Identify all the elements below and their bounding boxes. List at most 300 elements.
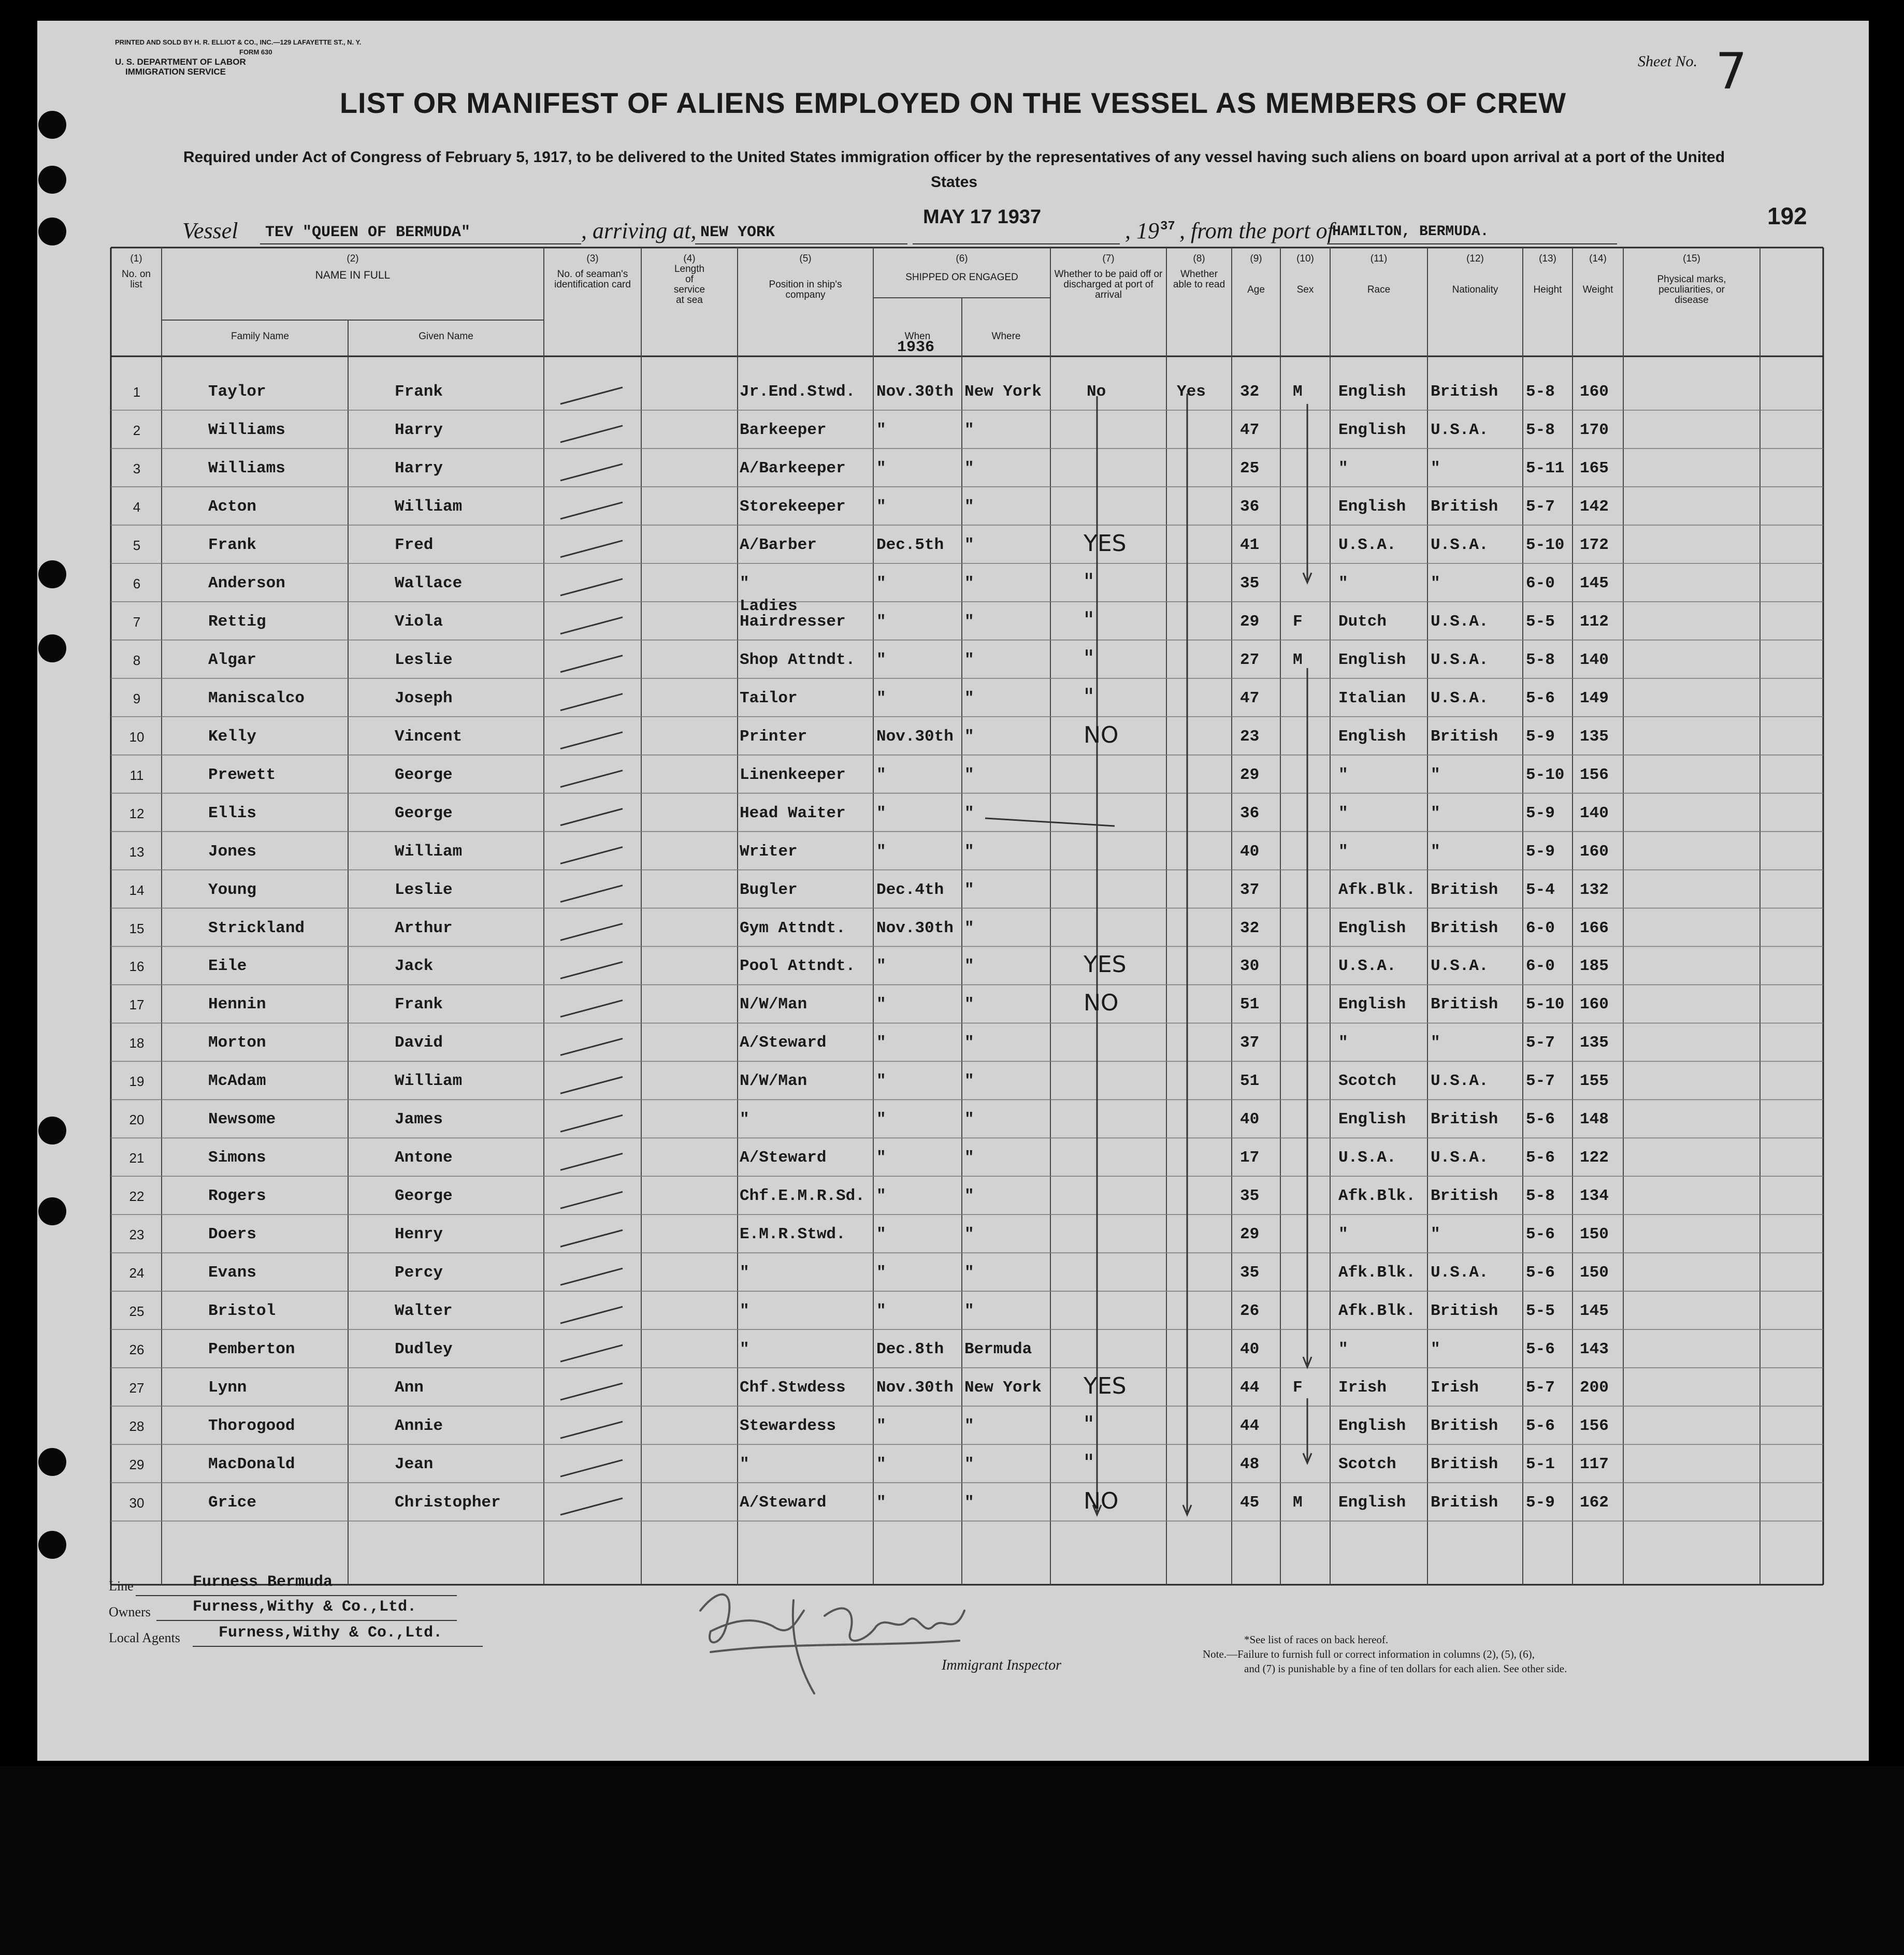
cell-given: William — [395, 1072, 463, 1091]
cell-height: 5-6 — [1526, 689, 1555, 707]
cell-race: English — [1338, 650, 1406, 669]
cell-position: Bugler — [740, 880, 798, 899]
cell-race: English — [1338, 1110, 1406, 1129]
col1-label: No. on list — [122, 269, 151, 290]
cell-position: " — [740, 1340, 749, 1359]
cell-race: " — [1338, 1034, 1348, 1052]
cell-when: Dec.5th — [876, 535, 944, 554]
cell-given: David — [395, 1034, 443, 1052]
cell-where: " — [964, 535, 974, 554]
col10-header — [1280, 254, 1330, 295]
binder-hole — [38, 218, 66, 245]
cell-nationality: U.S.A. — [1431, 957, 1489, 976]
agents-underline — [193, 1646, 483, 1647]
cell-when: " — [876, 1264, 886, 1282]
cell-where: " — [964, 1034, 974, 1052]
cell-family: Lynn — [208, 1379, 247, 1397]
agents-value: Furness,Withy & Co.,Ltd. — [219, 1624, 443, 1642]
owners-label: Owners — [109, 1604, 151, 1619]
cell-age: 51 — [1240, 1072, 1260, 1091]
cell-where: " — [964, 459, 974, 477]
cell-family: Thorogood — [208, 1417, 295, 1436]
cell-height: 5-10 — [1526, 765, 1565, 784]
cell-age: 32 — [1240, 919, 1260, 937]
row-number: 14 — [129, 882, 145, 898]
binder-hole — [38, 1531, 66, 1559]
col1-header — [111, 254, 162, 290]
row-number: 18 — [129, 1035, 145, 1051]
col13-label: Height — [1533, 284, 1562, 295]
cell-weight: 145 — [1580, 574, 1609, 592]
cell-height: 5-6 — [1526, 1149, 1555, 1167]
id-card-check-mark — [560, 771, 623, 787]
cell-when: " — [876, 1417, 886, 1436]
vessel-underline — [260, 243, 581, 244]
scan-border — [0, 1766, 1904, 1955]
cell-height: 5-8 — [1526, 421, 1555, 439]
cell-position: Linenkeeper — [740, 765, 846, 784]
row-number: 12 — [129, 805, 145, 821]
cell-paid: NO — [1084, 1488, 1119, 1514]
cell-position: Head Waiter — [740, 804, 846, 822]
cell-given: Harry — [395, 421, 443, 439]
cell-height: 6-0 — [1526, 919, 1555, 937]
cell-height: 5-5 — [1526, 612, 1555, 631]
id-card-check-mark — [560, 1345, 623, 1362]
cell-weight: 170 — [1580, 421, 1609, 439]
cell-age: 40 — [1240, 842, 1260, 861]
id-card-check-mark — [560, 1115, 623, 1132]
cell-weight: 200 — [1580, 1379, 1609, 1397]
when-header: When — [904, 331, 931, 342]
cell-when: " — [876, 574, 886, 592]
cell-race: " — [1338, 804, 1348, 822]
id-card-check-mark — [560, 1383, 623, 1400]
cell-weight: 135 — [1580, 727, 1609, 746]
cell-family: Pemberton — [208, 1340, 295, 1359]
cell-where: " — [964, 1149, 974, 1167]
cell-where: " — [964, 612, 974, 631]
cell-position: A/Steward — [740, 1149, 827, 1167]
cell-family: Anderson — [208, 574, 285, 592]
cell-given: Annie — [395, 1417, 443, 1436]
cell-nationality: British — [1431, 1494, 1498, 1512]
arriving-port: NEW YORK — [700, 224, 775, 241]
cell-family: Grice — [208, 1494, 257, 1512]
cell-age: 47 — [1240, 421, 1260, 439]
cell-where: " — [964, 804, 974, 822]
department: U. S. DEPARTMENT OF LABOR — [115, 57, 246, 67]
cell-race: English — [1338, 919, 1406, 937]
cell-when: " — [876, 1494, 886, 1512]
cell-given: Joseph — [395, 689, 453, 707]
cell-given: Viola — [395, 612, 443, 631]
cell-weight: 117 — [1580, 1455, 1609, 1474]
row-number: 24 — [129, 1265, 145, 1281]
cell-age: 44 — [1240, 1417, 1260, 1436]
cell-age: 40 — [1240, 1110, 1260, 1129]
cell-position: Chf.E.M.R.Sd. — [740, 1187, 865, 1206]
cell-nationality: British — [1431, 880, 1498, 899]
col5-header — [738, 254, 873, 300]
cell-race: " — [1338, 574, 1348, 592]
cell-paid: No — [1087, 383, 1106, 401]
cell-age: 27 — [1240, 650, 1260, 669]
col10-num: (10) — [1296, 253, 1314, 264]
cell-position: Jr.End.Stwd. — [740, 383, 856, 401]
cell-where: " — [964, 421, 974, 439]
cell-nationality: " — [1431, 1034, 1440, 1052]
cell-age: 41 — [1240, 535, 1260, 554]
row-number: 3 — [133, 460, 141, 476]
cell-nationality: British — [1431, 995, 1498, 1014]
cell-age: 29 — [1240, 1225, 1260, 1244]
printer-header — [115, 37, 361, 77]
cell-position: N/W/Man — [740, 1072, 807, 1091]
cell-when: " — [876, 995, 886, 1014]
col7-header — [1050, 254, 1166, 300]
col7-num: (7) — [1102, 253, 1115, 264]
id-card-check-mark — [560, 387, 623, 404]
col12-header — [1427, 254, 1523, 295]
cell-height: 5-9 — [1526, 804, 1555, 822]
cell-sex: F — [1293, 1379, 1303, 1397]
cell-weight: 122 — [1580, 1149, 1609, 1167]
col3-header — [544, 254, 641, 290]
cell-position: Storekeeper — [740, 497, 846, 516]
id-card-check-mark — [560, 1460, 623, 1476]
row-number: 15 — [129, 920, 145, 936]
cell-weight: 150 — [1580, 1225, 1609, 1244]
cell-weight: 132 — [1580, 880, 1609, 899]
row-number: 4 — [133, 499, 141, 515]
col8-num: (8) — [1193, 253, 1205, 264]
cell-where: " — [964, 497, 974, 516]
cell-height: 5-8 — [1526, 383, 1555, 401]
cell-race: " — [1338, 1225, 1348, 1244]
id-card-check-mark — [560, 1153, 623, 1170]
cell-when: " — [876, 804, 886, 822]
cell-when: " — [876, 1034, 886, 1052]
family-name-header: Family Name — [231, 331, 289, 342]
cell-weight: 185 — [1580, 957, 1609, 976]
line-label: Line — [109, 1579, 134, 1594]
col14-header — [1573, 254, 1623, 295]
id-card-check-mark — [560, 541, 623, 557]
row-number: 13 — [129, 844, 145, 860]
cell-family: Simons — [208, 1149, 266, 1167]
cell-nationality: British — [1431, 727, 1498, 746]
binder-hole — [38, 560, 66, 588]
cell-weight: 155 — [1580, 1072, 1609, 1091]
cell-nationality: U.S.A. — [1431, 1264, 1489, 1282]
cell-given: Leslie — [395, 650, 453, 669]
cell-where: " — [964, 574, 974, 592]
id-card-check-mark — [560, 732, 623, 749]
binder-hole — [38, 1197, 66, 1225]
col2-header — [162, 254, 544, 281]
cell-weight: 142 — [1580, 497, 1609, 516]
cell-nationality: U.S.A. — [1431, 1149, 1489, 1167]
col4-num: (4) — [683, 253, 696, 264]
row-number: 28 — [129, 1418, 145, 1435]
cell-paid: NO — [1084, 721, 1119, 748]
cell-where: " — [964, 1110, 974, 1129]
row-number: 17 — [129, 997, 145, 1013]
col11-label: Race — [1367, 284, 1391, 295]
cell-given: James — [395, 1110, 443, 1129]
cell-where: " — [964, 1494, 974, 1512]
row-number: 6 — [133, 575, 141, 591]
cell-where: " — [964, 1455, 974, 1474]
cell-height: 5-10 — [1526, 535, 1565, 554]
cell-weight: 149 — [1580, 689, 1609, 707]
cell-nationality: U.S.A. — [1431, 535, 1489, 554]
id-card-check-mark — [560, 694, 623, 711]
id-card-check-mark — [560, 1230, 623, 1247]
printer-line: PRINTED AND SOLD BY H. R. ELLIOT & CO., INC.—129 LAFAYETTE ST., N. Y. — [115, 38, 362, 46]
cell-given: Ann — [395, 1379, 424, 1397]
cell-weight: 172 — [1580, 535, 1609, 554]
cell-weight: 140 — [1580, 804, 1609, 822]
cell-paid: " — [1084, 606, 1094, 633]
cell-given: Leslie — [395, 880, 453, 899]
cell-age: 36 — [1240, 497, 1260, 516]
col10-label: Sex — [1296, 284, 1314, 295]
cell-height: 5-5 — [1526, 1302, 1555, 1321]
cell-position: A/Steward — [740, 1494, 827, 1512]
cell-when: Nov.30th — [876, 383, 954, 401]
cell-family: Prewett — [208, 765, 276, 784]
cell-race: Italian — [1338, 689, 1406, 707]
note-failure: Note.—Failure to furnish full or correct information in columns (2), (5), (6), — [1203, 1648, 1535, 1660]
row-number: 29 — [129, 1457, 145, 1473]
owners-value: Furness,Withy & Co.,Ltd. — [193, 1598, 417, 1616]
cell-family: Newsome — [208, 1110, 276, 1129]
cell-height: 5-8 — [1526, 1187, 1555, 1206]
cell-family: Taylor — [208, 383, 266, 401]
cell-age: 35 — [1240, 1264, 1260, 1282]
cell-position: Gym Attndt. — [740, 919, 846, 937]
row-number: 27 — [129, 1380, 145, 1396]
cell-weight: 165 — [1580, 459, 1609, 477]
cell-age: 47 — [1240, 689, 1260, 707]
cell-race: " — [1338, 1340, 1348, 1359]
cell-family: Rettig — [208, 612, 266, 631]
cell-age: 51 — [1240, 995, 1260, 1014]
cell-age: 40 — [1240, 1340, 1260, 1359]
id-card-check-mark — [560, 1268, 623, 1285]
cell-weight: 143 — [1580, 1340, 1609, 1359]
cell-weight: 112 — [1580, 612, 1609, 631]
cell-race: Scotch — [1338, 1072, 1396, 1091]
vessel-label: Vessel — [182, 218, 238, 243]
cell-position: Shop Attndt. — [740, 650, 856, 669]
line-underline — [136, 1595, 457, 1596]
cell-given: Dudley — [395, 1340, 453, 1359]
cell-age: 30 — [1240, 957, 1260, 976]
cell-age: 32 — [1240, 383, 1260, 401]
cell-family: Morton — [208, 1034, 266, 1052]
cell-nationality: British — [1431, 919, 1498, 937]
cell-weight: 160 — [1580, 995, 1609, 1014]
manifest-sheet — [37, 21, 1869, 1761]
cell-height: 5-6 — [1526, 1417, 1555, 1436]
cell-age: 29 — [1240, 765, 1260, 784]
cell-given: Jack — [395, 957, 434, 976]
cell-family: McAdam — [208, 1072, 266, 1091]
cell-when: " — [876, 459, 886, 477]
cell-nationality: British — [1431, 1110, 1498, 1129]
cell-position: E.M.R.Stwd. — [740, 1225, 846, 1244]
cell-position: " — [740, 574, 749, 592]
form-number: FORM 630 — [239, 48, 272, 56]
cell-nationality: U.S.A. — [1431, 650, 1489, 669]
from-label: , from the port of — [1179, 218, 1334, 243]
cell-where: " — [964, 957, 974, 976]
cell-where: " — [964, 842, 974, 861]
vessel-name: TEV "QUEEN OF BERMUDA" — [265, 224, 471, 241]
cell-read: Yes — [1177, 383, 1206, 401]
row-number: 25 — [129, 1304, 145, 1320]
cell-family: Rogers — [208, 1187, 266, 1206]
cell-height: 6-0 — [1526, 957, 1555, 976]
cell-height: 5-9 — [1526, 842, 1555, 861]
id-card-check-mark — [560, 886, 623, 902]
cell-where: " — [964, 1417, 974, 1436]
cell-position: Chf.Stwdess — [740, 1379, 846, 1397]
cell-race: English — [1338, 1417, 1406, 1436]
cell-race: English — [1338, 421, 1406, 439]
cell-given: Henry — [395, 1225, 443, 1244]
cell-weight: 160 — [1580, 842, 1609, 861]
cell-paid: " — [1084, 568, 1094, 595]
row-number: 11 — [129, 767, 144, 783]
agents-label: Local Agents — [109, 1630, 180, 1645]
cell-position: A/Barber — [740, 535, 817, 554]
cell-race: English — [1338, 497, 1406, 516]
id-card-check-mark — [560, 1077, 623, 1093]
cell-when: " — [876, 497, 886, 516]
row-number: 9 — [133, 690, 141, 706]
cell-family: Doers — [208, 1225, 257, 1244]
cell-position: " — [740, 1455, 749, 1474]
row-number: 22 — [129, 1189, 145, 1205]
cell-when: Nov.30th — [876, 1379, 954, 1397]
arriving-underline — [695, 243, 907, 244]
cell-family: Bristol — [208, 1302, 276, 1321]
col11-num: (11) — [1370, 253, 1388, 264]
cell-given: Walter — [395, 1302, 453, 1321]
arriving-label: , arriving at, — [581, 218, 697, 243]
cell-position: " — [740, 1264, 749, 1282]
year-prefix: , 19 — [1125, 218, 1159, 243]
cell-family: Young — [208, 880, 257, 899]
id-card-check-mark — [560, 464, 623, 481]
row-number: 1 — [133, 384, 141, 400]
date-underline — [913, 243, 1120, 244]
col9-num: (9) — [1250, 253, 1262, 264]
cell-age: 48 — [1240, 1455, 1260, 1474]
row-number: 7 — [133, 614, 141, 630]
cell-given: George — [395, 804, 453, 822]
cell-age: 37 — [1240, 880, 1260, 899]
note-fine: and (7) is punishable by a fine of ten dollars for each alien. See other side. — [1244, 1662, 1567, 1675]
cell-family: Algar — [208, 650, 257, 669]
cell-height: 5-6 — [1526, 1225, 1555, 1244]
cell-age: 25 — [1240, 459, 1260, 477]
cell-age: 35 — [1240, 574, 1260, 592]
page-number: 192 — [1767, 202, 1807, 229]
col13-num: (13) — [1539, 253, 1556, 264]
cell-where: " — [964, 689, 974, 707]
cell-when: " — [876, 421, 886, 439]
cell-where: " — [964, 919, 974, 937]
row-number: 5 — [133, 537, 141, 553]
cell-age: 29 — [1240, 612, 1260, 631]
binder-hole — [38, 634, 66, 662]
col15-header — [1623, 254, 1760, 306]
id-card-check-mark — [560, 1000, 623, 1017]
cell-family: Williams — [208, 421, 285, 439]
cell-weight: 156 — [1580, 765, 1609, 784]
cell-where: " — [964, 650, 974, 669]
cell-nationality: " — [1431, 804, 1440, 822]
col15-label: Physical marks, peculiarities, or disease — [1657, 274, 1726, 306]
cell-sex: M — [1293, 650, 1303, 669]
cell-race: U.S.A. — [1338, 535, 1396, 554]
cell-height: 5-6 — [1526, 1110, 1555, 1129]
col14-num: (14) — [1589, 253, 1607, 264]
cell-weight: 145 — [1580, 1302, 1609, 1321]
id-card-check-mark — [560, 1307, 623, 1323]
col12-label: Nationality — [1452, 284, 1498, 295]
cell-nationality: " — [1431, 1225, 1440, 1244]
cell-where: New York — [964, 1379, 1042, 1397]
page-subtitle: Required under Act of Congress of February 5, 1917, to be delivered to the United States immigration officer by the representatives of any vessel having such aliens on board upon arrival at a port of the United States — [183, 149, 1725, 191]
row-number: 16 — [129, 959, 145, 975]
cell-sex: F — [1293, 612, 1303, 631]
cell-when: " — [876, 612, 886, 631]
col8-label: Whether able to read — [1173, 269, 1225, 290]
cell-height: 5-9 — [1526, 1494, 1555, 1512]
cell-nationality: U.S.A. — [1431, 612, 1489, 631]
cell-given: Jean — [395, 1455, 434, 1474]
cell-family: Ellis — [208, 804, 257, 822]
cell-age: 35 — [1240, 1187, 1260, 1206]
col13-header — [1523, 254, 1573, 295]
cell-paid: YES — [1084, 530, 1127, 557]
cell-given: Vincent — [395, 727, 463, 746]
cell-paid: NO — [1084, 990, 1119, 1017]
col9-header — [1232, 254, 1280, 295]
cell-weight: 134 — [1580, 1187, 1609, 1206]
note-races: *See list of races on back hereof. — [1244, 1633, 1389, 1646]
row-number: 26 — [129, 1342, 145, 1358]
col1-num: (1) — [130, 253, 142, 264]
cell-race: English — [1338, 995, 1406, 1014]
cell-position: " — [740, 1110, 749, 1129]
cell-when: " — [876, 1149, 886, 1167]
id-card-check-mark — [560, 502, 623, 519]
cell-position: Writer — [740, 842, 798, 861]
row-number: 20 — [129, 1112, 145, 1128]
cell-position: Printer — [740, 727, 807, 746]
cell-position: A/Barkeeper — [740, 459, 846, 477]
row-number: 21 — [129, 1150, 145, 1166]
cell-age: 17 — [1240, 1149, 1260, 1167]
cell-given: Antone — [395, 1149, 453, 1167]
